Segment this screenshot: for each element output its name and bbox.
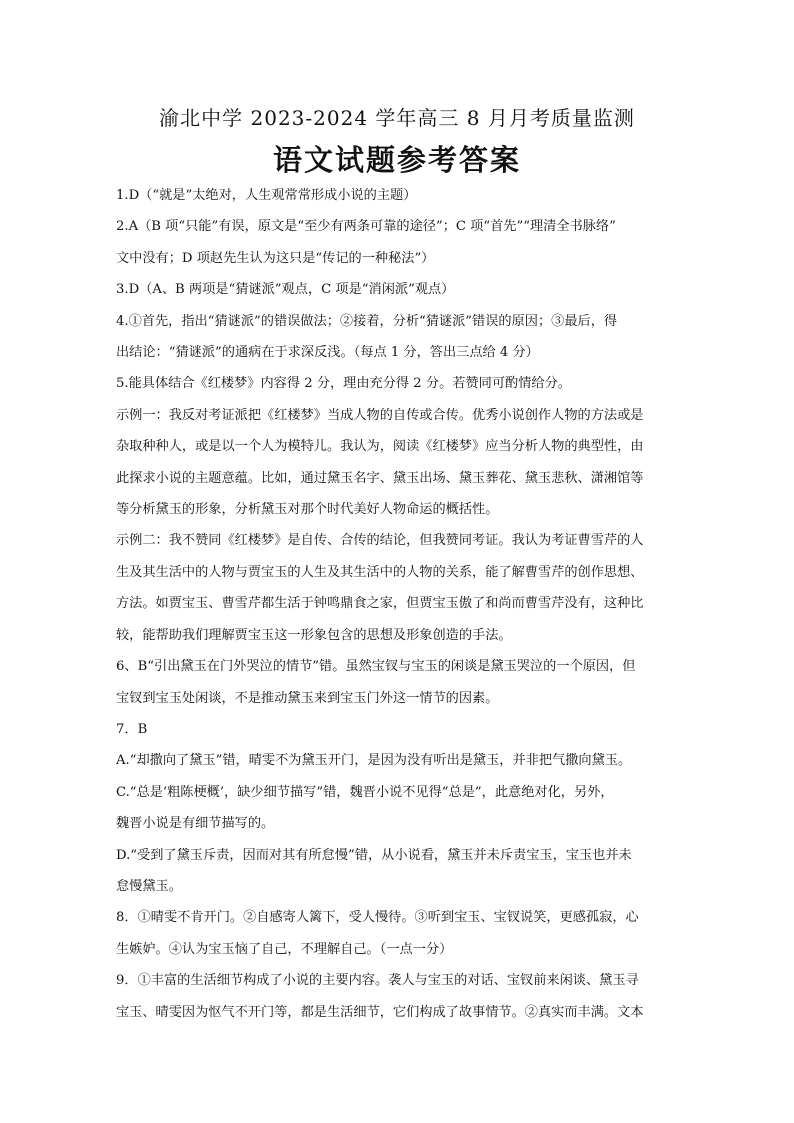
text-line: 生嫉妒。④认为宝玉恼了自己，不理解自己。（一点一分）	[116, 941, 453, 957]
text-line: 怠慢黛玉。	[116, 878, 182, 894]
text-line: 示例二：我不赞同《红楼梦》是自传、合传的结论，但我赞同考证。我认为考证曹雪芹的人	[116, 533, 644, 549]
text-line: 8．①晴雯不肯开门。②自感寄人篱下，受人慢待。③听到宝玉、宝钗说笑，更感孤寂，心	[116, 910, 639, 926]
text-line: 宝钗到宝玉处闲谈，不是推动黛玉来到宝玉门外这一情节的因素。	[116, 690, 499, 706]
text-line: 方法。如贾宝玉、曹雪芹都生活于钟鸣鼎食之家，但贾宝玉傲了和尚而曹雪芹没有，这种比	[116, 596, 644, 612]
answer-9	[116, 965, 678, 1028]
answer-4	[116, 306, 678, 369]
text-line: 较，能帮助我们理解贾宝玉这一形象包含的思想及形象创造的手法。	[116, 627, 512, 643]
text-line: 6、B“引出黛玉在门外哭泣的情节”错。虽然宝钗与宝玉的闲谈是黛玉哭泣的一个原因，但	[116, 659, 636, 675]
answer-5-example-1	[116, 400, 678, 526]
text-line: 2.A（B 项“只能”有误，原文是“至少有两条可靠的途径”；C 项“首先”“理清全书脉络”	[116, 219, 616, 235]
text-line: 此探求小说的主题意蕴。比如，通过黛玉名字、黛玉出场、黛玉葬花、黛玉悲秋、潇湘馆等	[116, 470, 644, 486]
text-line: C.“总是‘粗陈梗概’，缺少细节描写”错，魏晋小说不见得“总是”，此意绝对化，另外，	[116, 784, 614, 800]
text-line: 宝玉、晴雯因为怄气不开门等，都是生活细节，它们构成了故事情节。②真实而丰满。文本	[116, 1004, 644, 1020]
text-line: 出结论：“猜谜派”的通病在于求深反浅。（每点 1 分，答出三点给 4 分）	[116, 345, 539, 361]
text-line: D.“受到了黛玉斥责，因而对其有所怠慢”错，从小说看，黛玉并未斥责宝玉，宝玉也并未	[116, 847, 632, 863]
answer-body	[116, 180, 678, 1028]
answer-7-option-c	[116, 777, 678, 840]
text-line: 杂取种种人，或是以一个人为模特儿。我认为，阅读《红楼梦》应当分析人物的典型性，由	[116, 439, 644, 455]
text-line: 生及其生活中的人物与贾宝玉的人生及其生活中的人物的关系，能了解曹雪芹的创作思想、	[116, 564, 644, 580]
text-line: A.“却撒向了黛玉”错，晴雯不为黛玉开门，是因为没有听出是黛玉，并非把气撒向黛玉。	[116, 753, 632, 769]
text-line: 3.D（A、B 两项是“猜谜派”观点，C 项是“消闲派”观点）	[116, 282, 455, 298]
text-line: 等分析黛玉的形象，分析黛玉对那个时代美好人物命运的概括性。	[116, 502, 499, 518]
text-line: 魏晋小说是有细节描写的。	[116, 816, 275, 832]
answer-5-example-2	[116, 525, 678, 651]
text-line: 4.①首先，指出“猜谜派”的错误做法；②接着，分析“猜谜派”错误的原因；③最后，得	[116, 313, 618, 329]
text-line: 文中没有；D 项赵先生认为这只是“传记的一种秘法”）	[116, 250, 435, 266]
answer-5	[116, 368, 678, 399]
answer-1	[116, 180, 678, 211]
answer-6	[116, 651, 678, 714]
text-line: 1.D（“就是”太绝对，人生观常常形成小说的主题）	[116, 188, 417, 203]
text-line: 7．B	[116, 721, 148, 737]
answer-2	[116, 211, 678, 274]
text-line: 示例一：我反对考证派把《红楼梦》当成人物的自传或合传。优秀小说创作人物的方法或是	[116, 407, 644, 423]
answer-key-title: 语文试题参考答案	[272, 143, 521, 177]
text-line: 9．①丰富的生活细节构成了小说的主要内容。袭人与宝玉的对话、宝钗前来闲谈、黛玉寻	[116, 973, 639, 989]
answer-7	[116, 714, 678, 745]
answer-3	[116, 274, 678, 305]
answer-7-option-a	[116, 745, 678, 776]
answer-8	[116, 902, 678, 965]
text-line: 5.能具体结合《红楼梦》内容得 2 分，理由充分得 2 分。若赞同可酌情给分。	[116, 376, 571, 392]
exam-title: 渝北中学 2023-2024 学年高三 8 月月考质量监测	[159, 106, 635, 130]
answer-7-option-d	[116, 840, 678, 903]
